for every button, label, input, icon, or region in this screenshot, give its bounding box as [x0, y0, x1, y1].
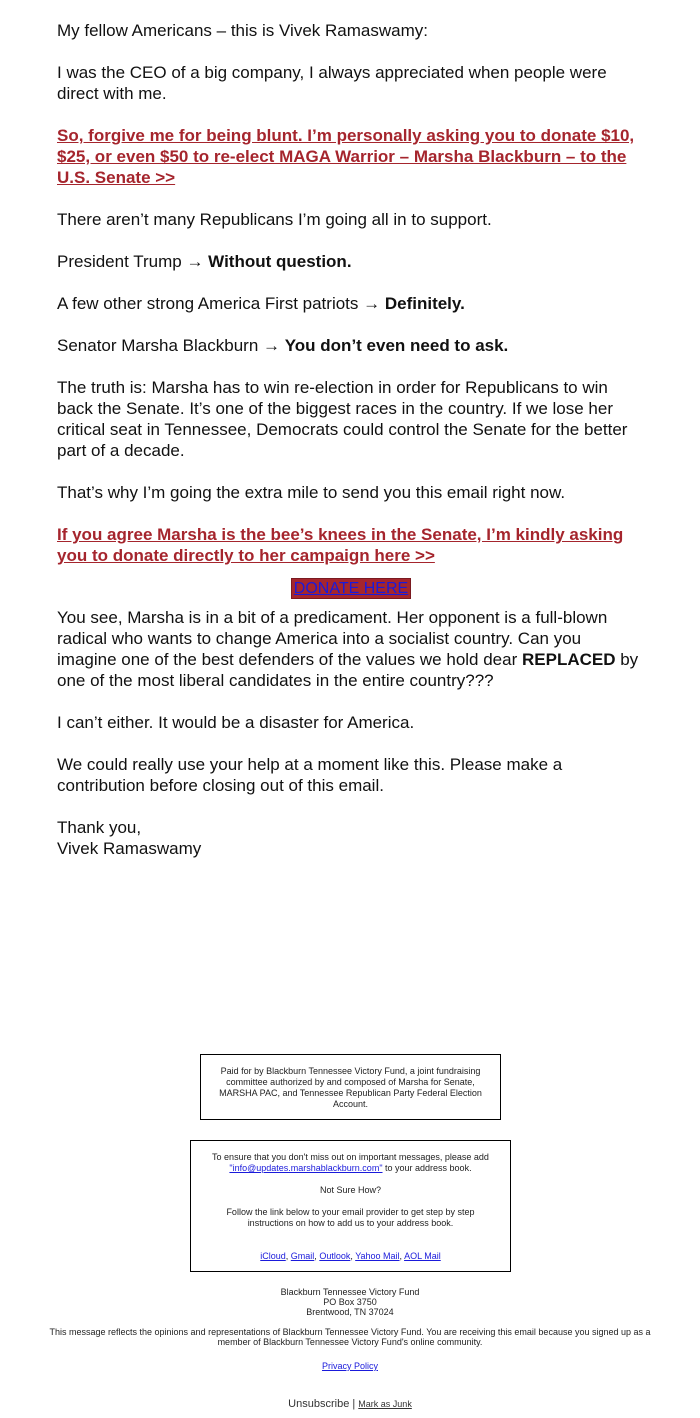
privacy-row	[45, 1361, 655, 1371]
unsubscribe-link[interactable]: Unsubscribe	[288, 1398, 350, 1410]
marsha-lead: Senator Marsha Blackburn →	[57, 336, 285, 355]
privacy-policy-link[interactable]: Privacy Policy	[321, 1361, 378, 1371]
not-sure-how: Not Sure How?	[319, 1185, 382, 1195]
address-book-line-b: to your address book.	[382, 1163, 472, 1173]
patriots-lead: A few other strong America First patriots →	[57, 294, 385, 313]
donate-button-row	[57, 577, 645, 599]
provider-separator: ,	[285, 1251, 291, 1261]
line-marsha	[57, 335, 645, 356]
provider-link-gmail[interactable]: Gmail	[290, 1251, 315, 1261]
para-predicament	[57, 607, 645, 691]
signature-block	[57, 817, 645, 859]
provider-link-yahoo[interactable]: Yahoo Mail	[355, 1251, 400, 1261]
predicament-b: by one of the most liberal candidates in the entire country???	[57, 650, 639, 690]
patriots-bold: Definitely.	[384, 294, 465, 313]
city-state-zip: Brentwood, TN 37024	[306, 1307, 394, 1317]
mark-as-junk-link[interactable]: Mark as Junk	[358, 1399, 412, 1409]
trump-bold: Without question.	[208, 252, 352, 271]
predicament-bold: REPLACED	[521, 650, 616, 669]
provider-link-aol[interactable]: AOL Mail	[404, 1251, 441, 1261]
marsha-bold: You don’t even need to ask.	[284, 336, 509, 355]
po-box: PO Box 3750	[323, 1297, 377, 1307]
line-patriots	[57, 293, 645, 314]
email-body	[57, 20, 645, 859]
donate-link-blunt[interactable]: So, forgive me for being blunt. I’m personally asking you to donate $10, $25, or even $50 to re-elect MAGA Warrior – Marsha Blackburn – to the U.S. Senate >>	[57, 126, 635, 187]
donate-link-bees-knees[interactable]: If you agree Marsha is the bee’s knees in the Senate, I’m kindly asking you to donate directly to her campaign here >>	[57, 525, 624, 565]
address-book-box	[190, 1140, 511, 1272]
para-extra-mile: That’s why I’m going the extra mile to send you this email right now.	[57, 483, 566, 502]
provider-separator: ,	[314, 1251, 320, 1261]
predicament-a: You see, Marsha is in a bit of a predicament. Her opponent is a full-blown radical who wants to change America into a socialist country. Can you imagine one of the best defenders of the values we hold dear	[57, 608, 608, 669]
signature-name: Vivek Ramaswamy	[57, 839, 202, 858]
provider-link-icloud[interactable]: iCloud	[260, 1251, 286, 1261]
para-help: We could really use your help at a moment like this. Please make a contribution before closing out of this email.	[57, 755, 563, 795]
address-book-instruction	[205, 1152, 496, 1174]
paid-for-box	[200, 1054, 501, 1120]
greeting: My fellow Americans – this is Vivek Ramaswamy:	[57, 21, 428, 40]
unsubscribe-divider: |	[349, 1398, 359, 1410]
paid-for-text: Paid for by Blackburn Tennessee Victory Fund, a joint fundraising committee authorized by and composed of Marsha for Senate, MARSHA PAC, and Tennessee Republican Party Federal Election Account.	[219, 1066, 482, 1109]
org-name: Blackburn Tennessee Victory Fund	[280, 1287, 420, 1297]
provider-separator: ,	[399, 1251, 405, 1261]
provider-separator: ,	[350, 1251, 356, 1261]
sender-email-link[interactable]: "info@updates.marshablackburn.com"	[229, 1163, 383, 1173]
provider-links	[205, 1251, 496, 1262]
para-truth: The truth is: Marsha has to win re-election in order for Republicans to win back the Senate. It’s one of the biggest races in the country. If we lose her critical seat in Tennessee, Democrats could control the Senate for the better part of a decade.	[57, 378, 628, 460]
disclaimer: This message reflects the opinions and representations of Blackburn Tennessee Victory Fund. You are receiving this email because you signed up as a member of Blackburn Tennessee Victory Fund's online community.	[49, 1327, 651, 1347]
para-support: There aren’t many Republicans I’m going all in to support.	[57, 210, 492, 229]
signoff: Thank you,	[57, 818, 142, 837]
unsubscribe-row	[45, 1398, 655, 1411]
provider-link-outlook[interactable]: Outlook	[319, 1251, 351, 1261]
follow-instructions: Follow the link below to your email provider to get step by step instructions on how to add us to your address book.	[226, 1207, 475, 1228]
line-trump	[57, 251, 645, 272]
trump-lead: President Trump →	[57, 252, 209, 271]
para-ceo: I was the CEO of a big company, I always appreciated when people were direct with me.	[57, 63, 607, 103]
donate-here-button[interactable]: DONATE HERE	[291, 578, 411, 599]
para-cant: I can’t either. It would be a disaster for America.	[57, 713, 415, 732]
mailing-address	[45, 1287, 655, 1317]
address-book-line-a: To ensure that you don't miss out on important messages, please add	[212, 1152, 489, 1162]
